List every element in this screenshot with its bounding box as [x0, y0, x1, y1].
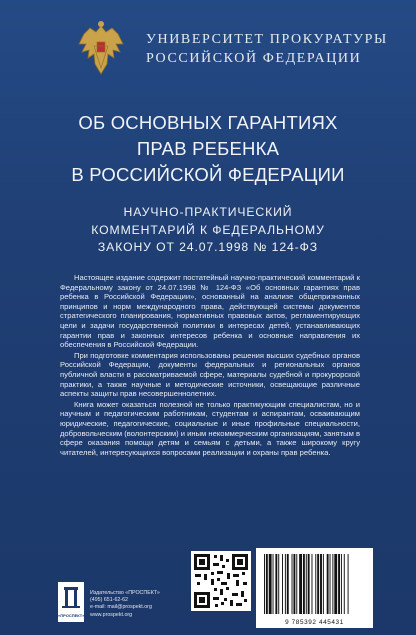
- annotation-paragraph-1: Настоящее издание содержит постатейный научно-практический комментарий к Федеральному закону от 24.07.1998 № 124-ФЗ «Об основных гарантиях прав ребенка в Российской Федерации», основанный на анализе общепризнанных принципов и норм международного права, действующей системы документов стратегического планирования, нормативных правовых актов, регламентирующих цели и задачи государственной политики в интересах детей, устанавливающих гарантии прав и законных интересов ребенка и основные направления их обеспечения в Российской Федерации.: [60, 273, 360, 350]
- university-line-2: РОССИЙСКОЙ ФЕДЕРАЦИИ: [146, 51, 362, 66]
- book-subtitle: [0, 204, 416, 257]
- title-line-1: ОБ ОСНОВНЫХ ГАРАНТИЯХ: [78, 112, 338, 133]
- subtitle-line-3: ЗАКОНУ ОТ 24.07.1998 № 124-ФЗ: [97, 240, 319, 254]
- barcode-panel: [256, 548, 373, 628]
- university-name: [146, 30, 388, 68]
- annotation-text: [60, 273, 360, 458]
- annotation-paragraph-3: Книга может оказаться полезной не только практикующим специалистам, но и научным и педагогическим работникам, студентам и аспирантам, осваивающим юридические, педагогические, социальные и иные профильные специальности, добровольческим (волонтерским) и иным некоммерческим организациям, занятым в сфере оказания помощи детям и семьям с детьми, а также широкому кругу читателей, интересующихся вопросами реализации и охраны прав ребенка.: [60, 399, 360, 457]
- subtitle-line-1: НАУЧНО-ПРАКТИЧЕСКИЙ: [123, 205, 293, 219]
- publisher-info: [90, 590, 160, 619]
- title-line-2: ПРАВ РЕБЕНКА: [136, 138, 280, 159]
- prospekt-logo-icon: [58, 582, 84, 622]
- university-line-1: УНИВЕРСИТЕТ ПРОКУРАТУРЫ: [146, 32, 388, 47]
- publisher-footer: [0, 540, 416, 635]
- book-title: [0, 110, 416, 188]
- isbn-number: 9 785392 445431: [285, 619, 344, 626]
- title-line-3: В РОССИЙСКОЙ ФЕДЕРАЦИИ: [71, 164, 345, 185]
- eagle-emblem-icon: [76, 20, 126, 78]
- publisher-phone: (495) 651-62-62: [90, 597, 128, 604]
- logo-text: «ПРОСПЕКТ»: [58, 613, 85, 618]
- isbn-barcode-icon: [256, 548, 373, 628]
- annotation-paragraph-2: При подготовке комментария использованы решения высших судебных органов Российской Федерации, документы федеральных и региональных органов публичной власти в рассматриваемой сфере, материалы судебной и прокурорской практики, а также научные и методические источники, освещающие различные аспекты защиты прав несовершеннолетних.: [60, 350, 360, 399]
- qr-code-icon: [191, 551, 251, 611]
- publisher-email: e-mail: mail@prospekt.org: [90, 604, 152, 611]
- subtitle-line-2: КОММЕНТАРИЙ К ФЕДЕРАЛЬНОМУ: [91, 222, 325, 237]
- publisher-name: Издательство «ПРОСПЕКТ»: [90, 590, 160, 596]
- publisher-website: www.prospekt.org: [90, 611, 133, 618]
